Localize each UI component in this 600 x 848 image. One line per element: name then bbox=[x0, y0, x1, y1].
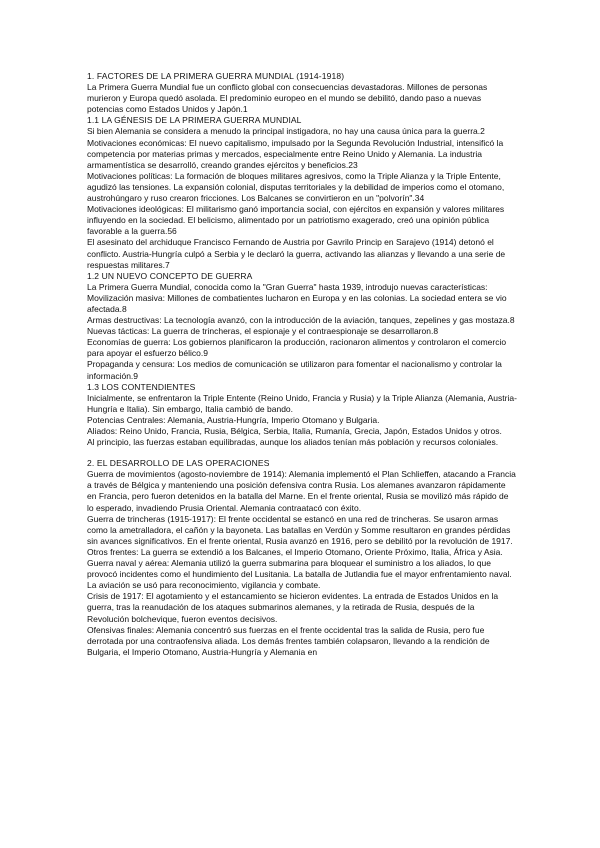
paragraph: Nuevas tácticas: La guerra de trincheras, el espionaje y el contraespionaje se desarrollaron.8 bbox=[87, 326, 439, 337]
paragraph: Al principio, las fuerzas estaban equilibradas, aunque los aliados tenían más población y recursos coloniales. bbox=[87, 437, 499, 448]
paragraph: Motivaciones económicas: El nuevo capitalismo, impulsado por la Segunda Revolución Industrial, intensificó la competencia por materias primas y mercados, especialmente entre Reino Unido y Alemania. La industria armamentística se desarrolló, creando grandes ejércitos y beneficios.23 bbox=[87, 137, 504, 170]
paragraph: Inicialmente, se enfrentaron la Triple Entente (Reino Unido, Francia y Rusia) y la Triple Alianza (Alemania, Austria-Hungría e Italia). Sin embargo, Italia cambió de bando. bbox=[87, 392, 517, 414]
paragraph: Aliados: Reino Unido, Francia, Rusia, Bélgica, Serbia, Italia, Rumanía, Grecia, Japón, Estados Unidos y otros. bbox=[87, 426, 502, 436]
paragraph: Si bien Alemania se considera a menudo la principal instigadora, no hay una causa única para la guerra.2 bbox=[87, 126, 485, 137]
paragraph: Otros frentes: La guerra se extendió a los Balcanes, el Imperio Otomano, Oriente Próximo, Italia, África y Asia. bbox=[87, 546, 503, 557]
paragraph: Guerra de movimientos (agosto-noviembre de 1914): Alemania implementó el Plan Schlieffen, atacando a Francia a través de Bélgica y manteniendo una posición defensiva contra Rusia. Los alemanes avanzaron rápidamente en Francia, pero fueron detenidos en la batalla del Marne. En el frente oriental, Rusia se movilizó más rápido de lo esperado, invadiendo Prusia Oriental. Alemania contraatacó con éxito. bbox=[87, 469, 516, 513]
subsection-1-1-heading: 1.1 LA GÉNESIS DE LA PRIMERA GUERRA MUNDIAL bbox=[87, 115, 302, 126]
section-spacer bbox=[87, 448, 517, 458]
paragraph: El asesinato del archiduque Francisco Fernando de Austria por Gavrilo Princip en Sarajevo (1914) detonó el conflicto. Austria-Hungría culpó a Serbia y le declaró la guerra, activando las alianzas y llevando a una serie de respuestas militares.7 bbox=[87, 237, 506, 270]
paragraph: Economías de guerra: Los gobiernos planificaron la producción, racionaron alimentos y controlaron el comercio para apoyar el esfuerzo bélico.9 bbox=[87, 337, 507, 359]
paragraph: Armas destructivas: La tecnología avanzó, con la introducción de la aviación, tanques, zepelines y gas mostaza.8 bbox=[87, 315, 515, 326]
paragraph: Motivaciones ideológicas: El militarismo ganó importancia social, con ejércitos en expansión y valores militares influyendo en la sociedad. El belicismo, alimentado por un patriotismo exagerado, creó una opinión pública favorable a la guerra.56 bbox=[87, 204, 505, 237]
paragraph: Guerra de trincheras (1915-1917): El frente occidental se estancó en una red de trincheras. Se usaron armas como la ametralladora, el cañón y la bayoneta. Las batallas en Verdún y Somme resultaron en grandes pérdidas sin avances significativos. En el frente oriental, Rusia avanzó en 1916, pero se debilitó por la revolución de 1917. bbox=[87, 513, 513, 546]
document-body bbox=[87, 71, 517, 658]
paragraph: Guerra naval y aérea: Alemania utilizó la guerra submarina para bloquear el suministro a los aliados, lo que provocó incidentes como el hundimiento del Lusitania. La batalla de Jutlandia fue el mayor enfrentamiento naval. La aviación se usó para reconocimiento, vigilancia y combate. bbox=[87, 558, 512, 591]
paragraph: Propaganda y censura: Los medios de comunicación se utilizaron para fomentar el nacionalismo y controlar la información.9 bbox=[87, 359, 502, 381]
section-1-title: 1. FACTORES DE LA PRIMERA GUERRA MUNDIAL (1914-1918) bbox=[87, 71, 345, 81]
paragraph: Ofensivas finales: Alemania concentró sus fuerzas en el frente occidental tras la salida de Rusia, pero fue derrotada por una contraofensiva aliada. Los demás frentes también colapsaron, llevando a la rendición de Bulgaria, el Imperio Otomano, Austria-Hungría y Alemania en bbox=[87, 624, 490, 657]
section-2-title: 2. EL DESARROLLO DE LAS OPERACIONES bbox=[87, 458, 270, 469]
paragraph: Movilización masiva: Millones de combatientes lucharon en Europa y en las colonias. La sociedad entera se vio afectada.8 bbox=[87, 292, 507, 314]
paragraph: La Primera Guerra Mundial, conocida como la "Gran Guerra" hasta 1939, introdujo nuevas características: bbox=[87, 281, 488, 292]
paragraph: Crisis de 1917: El agotamiento y el estancamiento se hicieron evidentes. La entrada de Estados Unidos en la guerra, tras la reanudación de los ataques submarinos alemanes, y la retirada de Rusia, después de la Revolución bolchevique, fueron eventos decisivos. bbox=[87, 591, 499, 624]
subsection-1-3-heading: 1.3 LOS CONTENDIENTES bbox=[87, 381, 196, 392]
subsection-1-2-heading: 1.2 UN NUEVO CONCEPTO DE GUERRA bbox=[87, 270, 253, 281]
paragraph: Potencias Centrales: Alemania, Austria-Hungría, Imperio Otomano y Bulgaria. bbox=[87, 414, 380, 425]
section-1-intro: La Primera Guerra Mundial fue un conflicto global con consecuencias devastadoras. Millones de personas murieron y Europa quedó asolada. El predominio europeo en el mundo se debilitó, dando paso a nuevas potencias como Estados Unidos y Japón.1 bbox=[87, 82, 488, 115]
paragraph: Motivaciones políticas: La formación de bloques militares agresivos, como la Triple Alianza y la Triple Entente, agudizó las tensiones. La expansión colonial, disputas territoriales y la debilidad de imperios como el otomano, austrohúngaro y ruso crearon fricciones. Los Balcanes se convirtieron en un "polvorín".34 bbox=[87, 170, 505, 204]
